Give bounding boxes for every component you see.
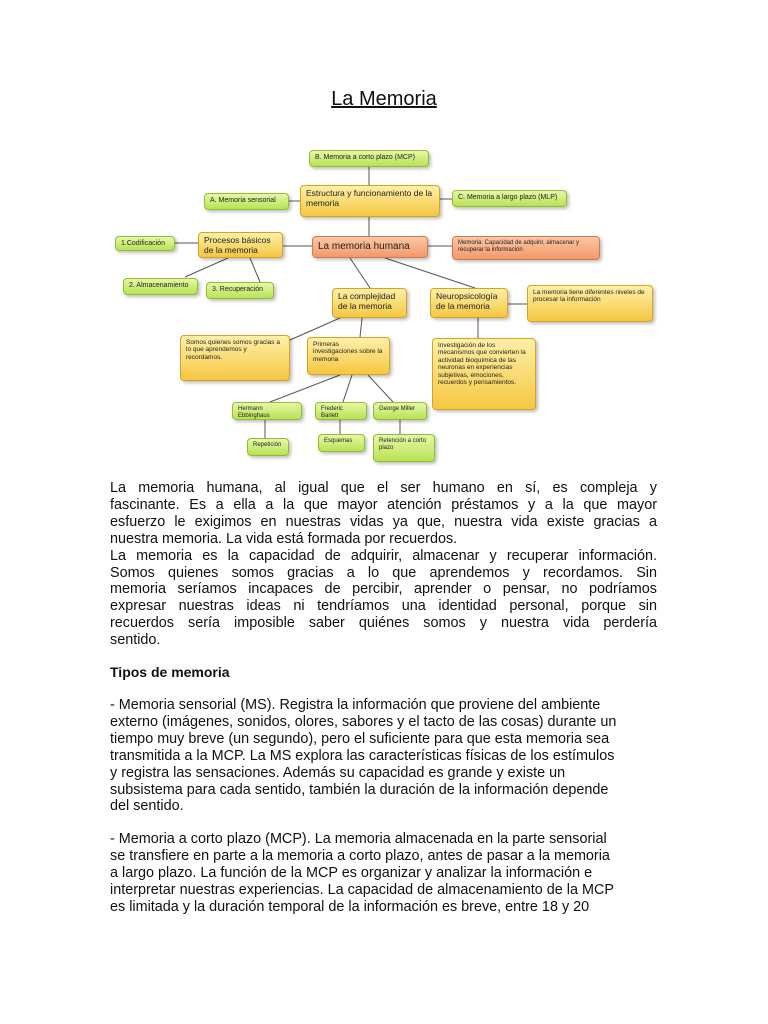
intro-line: La memoria es la capacidad de adquirir, almacenar y recuperar información.: [110, 547, 657, 564]
node-basic-processes: Procesos básicos de la memoria: [198, 232, 283, 258]
node-center: La memoria humana: [312, 236, 428, 258]
paragraph-line: se transfiere en parte a la memoria a corto plazo, antes de pasar a la memoria: [110, 847, 610, 864]
intro-line: esfuerzo le exigimos en nuestras vidas ya que, nuestra vida existe gracias a: [110, 513, 657, 530]
paragraph-line: a largo plazo. La función de la MCP es organizar y analizar la información e: [110, 864, 593, 881]
node-coding: 1.Codificación: [115, 236, 175, 251]
node-levels: La memoria tiene diferentes niveles de procesar la información: [527, 285, 653, 322]
node-ebbinghaus: Hermann Ebbinghaus: [232, 402, 302, 420]
node-neuropsychology: Neuropsicología de la memoria: [430, 288, 508, 318]
node-retencion: Retención a corto plazo: [373, 434, 435, 462]
node-structure: Estructura y funcionamiento de la memoria: [300, 185, 440, 217]
intro-line: fascinante. Es a ella a la que mayor atención préstamos y a la que mayor: [110, 496, 657, 513]
node-repeticion: Repetición: [247, 438, 289, 456]
paragraph-line: es limitada y la duración temporal de la información es breve, entre 18 y 20: [110, 898, 590, 915]
intro-line: expresar nuestras ideas ni tendríamos una identidad personal, porque sin: [110, 598, 657, 615]
node-bartlett: Frederic Barlett: [315, 402, 367, 420]
paragraph-line: interpretar nuestras experiencias. La capacidad de almacenamiento de la MCP: [110, 881, 614, 898]
page-title: La Memoria: [331, 88, 437, 110]
node-esquemas: Esquemas: [318, 434, 365, 452]
node-we-are: Somos quienes somos gracias a lo que aprendemos y recordamos.: [180, 335, 290, 381]
intro-text: [110, 480, 657, 649]
intro-line: Somos quienes somos gracias a lo que aprendemos y recordamos. Sin: [110, 564, 657, 581]
intro-line: recuerdos sería imposible saber quiénes somos y nuestra vida perdería: [110, 615, 657, 632]
paragraph-line: - Memoria a corto plazo (MCP). La memoria almacenada en la parte sensorial: [110, 831, 607, 847]
intro-line: La memoria humana, al igual que el ser humano en sí, es compleja y: [110, 480, 657, 496]
paragraph-line: del sentido.: [110, 798, 184, 815]
node-research-neuro: Investigación de los mecanismos que convierten la actividad bioquímica de las neuronas en experiencias subjetivas, emociones, recuerdos y pensamientos.: [432, 338, 536, 410]
paragraph-line: y registra las sensaciones. Además su capacidad es grande y existe un: [110, 764, 566, 781]
section-heading: Tipos de memoria: [110, 664, 230, 680]
node-complexity: La complejidad de la memoria: [332, 288, 407, 318]
intro-line: nuestra memoria. La vida está formada por recuerdos.: [110, 530, 458, 547]
node-long-term-memory: C. Memoria a largo plazo (MLP): [452, 190, 567, 207]
node-short-term-memory: B. Memoria a corto plazo (MCP): [309, 150, 429, 167]
paragraph-line: subsistema para cada sentido, también la duración de la información depende: [110, 781, 609, 798]
node-sensory-memory: A. Memoria sensorial: [204, 193, 289, 210]
intro-line: sentido.: [110, 632, 161, 649]
node-retrieval: 3. Recuperación: [206, 282, 274, 299]
paragraph-line: - Memoria sensorial (MS). Registra la información que proviene del ambiente: [110, 697, 601, 713]
node-storage: 2. Almacenamiento: [123, 278, 198, 295]
intro-line: memoria seríamos incapaces de percibir, aprender o pensar, no podríamos: [110, 581, 657, 598]
paragraph-line: tiempo muy breve (un segundo), pero el suficiente para que esta memoria sea: [110, 730, 610, 747]
short-term-memory-paragraph: [110, 831, 657, 916]
sensory-memory-paragraph: [110, 697, 657, 815]
concept-map: [100, 140, 670, 470]
node-definition: Memoria: Capacidad de adquirir, almacenar y recuperar la información: [452, 236, 600, 260]
paragraph-line: transmitida a la MCP. La MS explora las características físicas de los estímulos: [110, 747, 615, 764]
paragraph-line: externo (imágenes, sonidos, olores, sabores y el tacto de las cosas) durante un: [110, 713, 617, 730]
node-first-research: Primeras investigaciones sobre la memoria: [307, 337, 390, 375]
node-miller: George Miller: [373, 402, 427, 420]
